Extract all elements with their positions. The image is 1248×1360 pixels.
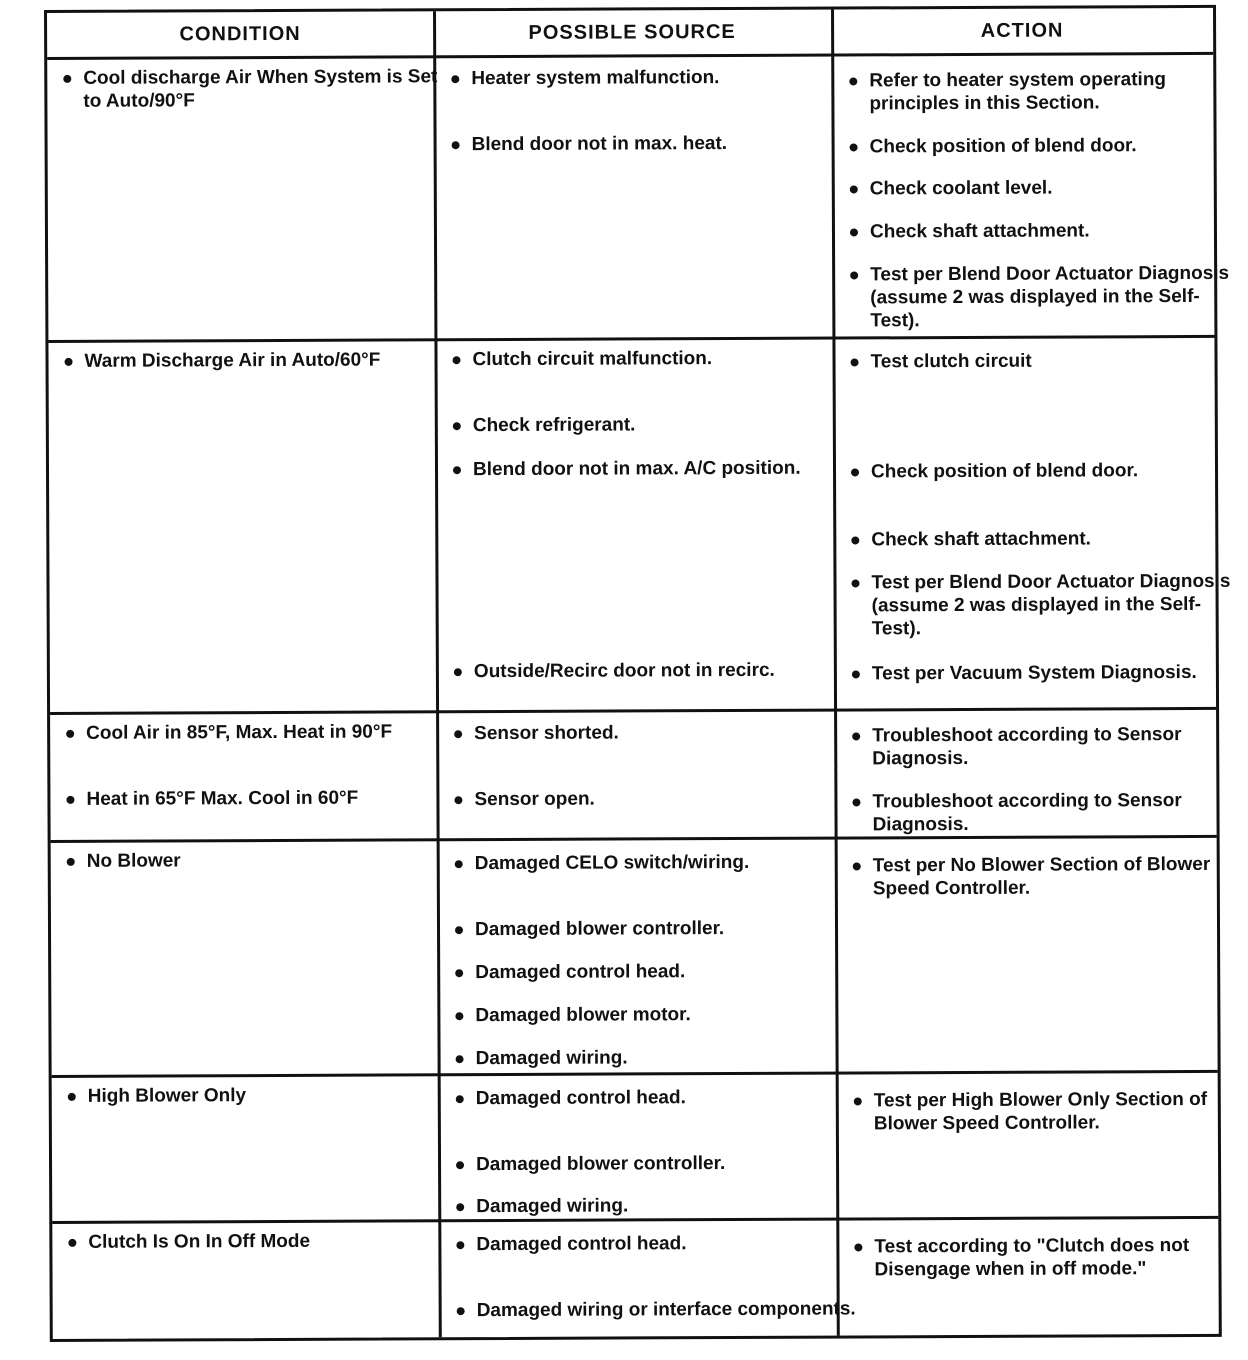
source-item: Blend door not in max. A/C position. (447, 456, 853, 481)
table-row (52, 1216, 1219, 1345)
header-condition: CONDITION (179, 22, 301, 45)
action-item: Test per Blend Door Actuator Diagnosis (assume 2 was displayed in the Self-Test). (844, 262, 1230, 333)
condition-item: High Blower Only (62, 1083, 463, 1108)
source-item: Damaged blower controller. (449, 916, 855, 941)
source-item: Sensor shorted. (448, 720, 854, 745)
source-item: Blend door not in max. heat. (446, 131, 852, 156)
action-item: Test per No Blower Section of Blower Speed Controller. (847, 853, 1233, 901)
action-item: Test clutch circuit (844, 349, 1230, 374)
action-item: Test per Vacuum System Diagnosis. (846, 661, 1232, 686)
action-item: Check position of blend door. (844, 134, 1230, 159)
table-row (50, 707, 1217, 843)
condition-item: Clutch Is On In Off Mode (62, 1229, 463, 1254)
source-item: Damaged wiring. (450, 1193, 856, 1218)
table-row (48, 335, 1231, 715)
source-item: Damaged CELO switch/wiring. (449, 850, 855, 875)
source-item: Clutch circuit malfunction. (446, 346, 852, 371)
condition-item: Heat in 65°F Max. Cool in 60°F (60, 786, 461, 811)
table-row (47, 52, 1230, 343)
action-item: Check shaft attachment. (845, 527, 1231, 552)
condition-item: Warm Discharge Air in Auto/60°F (58, 348, 459, 373)
action-item: Test per Blend Door Actuator Diagnosis (assume 2 was displayed in the Self-Test). (845, 570, 1231, 641)
table-row (52, 1070, 1219, 1224)
source-item: Damaged blower motor. (449, 1002, 855, 1027)
action-item: Test according to "Clutch does not Disengage when in off mode." (848, 1234, 1234, 1282)
header-possible-source: POSSIBLE SOURCE (528, 20, 736, 44)
action-item: Check shaft attachment. (844, 219, 1230, 244)
condition-item: Cool Air in 85°F, Max. Heat in 90°F (60, 720, 461, 745)
source-item: Damaged wiring. (450, 1045, 856, 1070)
source-item: Check refrigerant. (447, 412, 853, 437)
source-item: Damaged wiring or interface components. (451, 1297, 857, 1322)
diagnosis-table (44, 5, 1231, 1342)
source-item: Damaged control head. (450, 1231, 856, 1256)
source-item: Heater system malfunction. (445, 65, 851, 90)
action-item: Test per High Blower Only Section of Blower Speed Controller. (848, 1088, 1234, 1136)
source-item: Outside/Recirc door not in recirc. (448, 658, 854, 683)
action-item: Check coolant level. (844, 176, 1230, 201)
action-item: Refer to heater system operating principles in this Section. (843, 68, 1229, 116)
condition-item: Cool discharge Air When System is Set to Auto/90°F (57, 65, 458, 113)
header-action: ACTION (980, 19, 1064, 42)
source-item: Damaged control head. (449, 959, 855, 984)
source-item: Damaged blower controller. (450, 1151, 856, 1176)
action-item: Troubleshoot according to Sensor Diagnosis. (846, 789, 1232, 837)
action-item: Check position of blend door. (845, 459, 1231, 484)
source-item: Sensor open. (448, 786, 854, 811)
condition-item: No Blower (61, 848, 462, 873)
source-item: Damaged control head. (450, 1085, 856, 1110)
action-item: Troubleshoot according to Sensor Diagnosis. (846, 723, 1232, 771)
table-row (51, 835, 1218, 1078)
